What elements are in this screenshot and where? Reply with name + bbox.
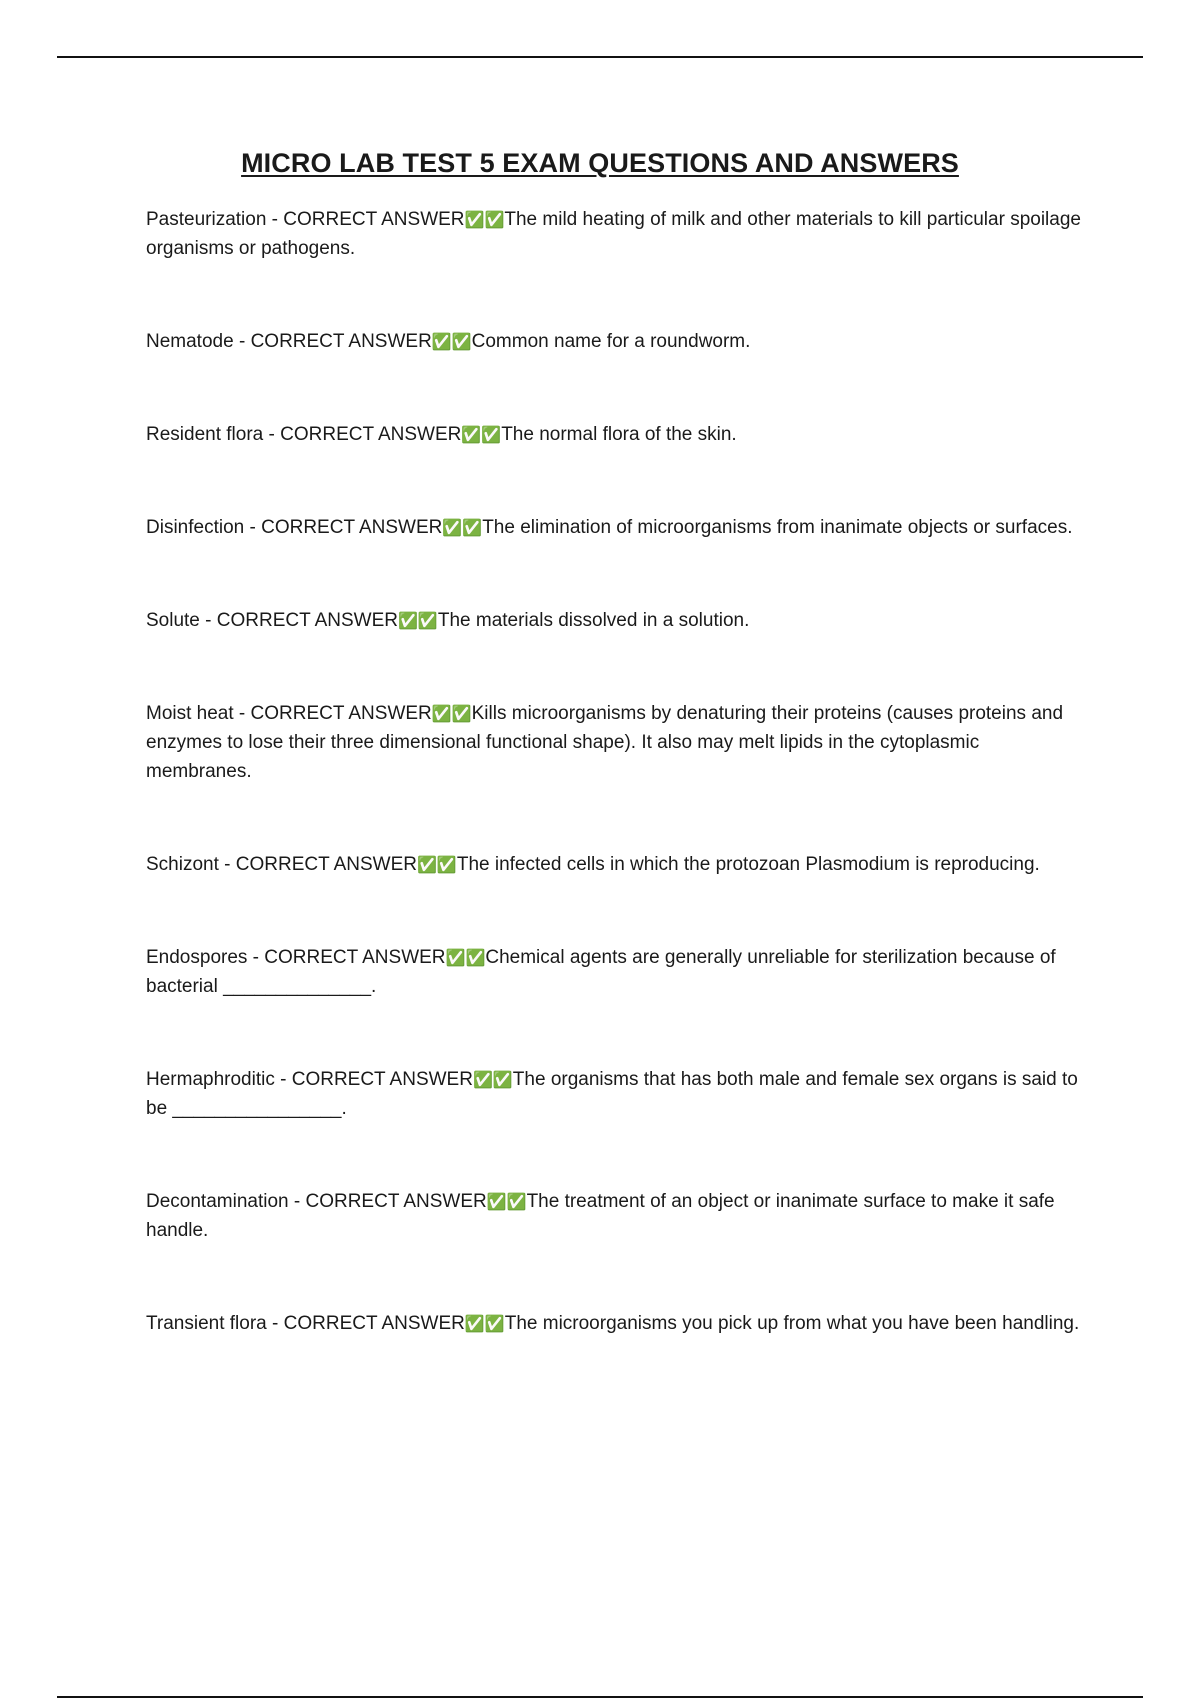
term: Transient flora <box>146 1313 267 1334</box>
qa-entry: Endospores - CORRECT ANSWER✅✅Chemical agents are generally unreliable for sterilization because of bacterial ______________. <box>146 947 1056 997</box>
qa-entry: Resident flora - CORRECT ANSWER✅✅The normal flora of the skin. <box>146 424 737 445</box>
qa-entry: Nematode - CORRECT ANSWER✅✅Common name for a roundworm. <box>146 331 751 352</box>
term: Endospores <box>146 947 248 968</box>
answer-marker: CORRECT ANSWER <box>283 209 465 230</box>
term: Disinfection <box>146 517 245 538</box>
qa-entry: Hermaphroditic - CORRECT ANSWER✅✅The organisms that has both male and female sex organs is said to be ________________. <box>146 1069 1078 1119</box>
document-title: MICRO LAB TEST 5 EXAM QUESTIONS AND ANSWERS <box>241 148 959 178</box>
answer-marker: CORRECT ANSWER <box>235 854 417 875</box>
check-mark-icon: ✅✅ <box>464 1314 505 1333</box>
definition: The microorganisms you pick up from what you have been handling. <box>504 1313 1080 1334</box>
check-mark-icon: ✅✅ <box>398 611 438 630</box>
check-mark-icon: ✅✅ <box>472 1070 513 1089</box>
term: Pasteurization <box>146 209 267 230</box>
term: Moist heat <box>146 703 234 724</box>
answer-marker: CORRECT ANSWER <box>264 947 446 968</box>
definition: The infected cells in which the protozoan Plasmodium is reproducing. <box>456 854 1040 875</box>
check-mark-icon: ✅✅ <box>431 704 472 723</box>
answer-marker: CORRECT ANSWER <box>216 610 398 631</box>
qa-entry: Decontamination - CORRECT ANSWER✅✅The treatment of an object or inanimate surface to make it safe handle. <box>146 1191 1055 1241</box>
check-mark-icon: ✅✅ <box>417 855 457 874</box>
definition: Chemical agents are generally unreliable for sterilization because of bacterial ______________. <box>146 947 1056 997</box>
definition: Common name for a roundworm. <box>471 331 751 352</box>
check-mark-icon: ✅✅ <box>431 332 472 351</box>
check-mark-icon: ✅✅ <box>464 210 505 229</box>
definition: The normal flora of the skin. <box>501 424 737 445</box>
term: Hermaphroditic <box>146 1069 275 1090</box>
check-mark-icon: ✅✅ <box>445 948 486 967</box>
term: Schizont <box>146 854 219 875</box>
qa-entry: Solute - CORRECT ANSWER✅✅The materials dissolved in a solution. <box>146 610 750 631</box>
answer-marker: CORRECT ANSWER <box>280 424 462 445</box>
definition: The organisms that has both male and female sex organs is said to be ________________. <box>146 1069 1078 1119</box>
definition: The treatment of an object or inanimate surface to make it safe handle. <box>146 1191 1055 1241</box>
qa-entry: Pasteurization - CORRECT ANSWER✅✅The mild heating of milk and other materials to kill particular spoilage organisms or pathogens. <box>146 209 1081 259</box>
answer-marker: CORRECT ANSWER <box>250 331 432 352</box>
term: Decontamination <box>146 1191 289 1212</box>
term: Solute <box>146 610 200 631</box>
answer-marker: CORRECT ANSWER <box>291 1069 473 1090</box>
answer-marker: CORRECT ANSWER <box>261 517 443 538</box>
top-divider <box>57 56 1143 58</box>
term: Resident flora <box>146 424 264 445</box>
definition: The materials dissolved in a solution. <box>437 610 750 631</box>
qa-entry: Disinfection - CORRECT ANSWER✅✅The elimination of microorganisms from inanimate objects or surfaces. <box>146 517 1073 538</box>
bottom-divider <box>57 1696 1143 1698</box>
term: Nematode <box>146 331 234 352</box>
qa-entry: Transient flora - CORRECT ANSWER✅✅The microorganisms you pick up from what you have been handling. <box>146 1313 1080 1334</box>
definition: Kills microorganisms by denaturing their proteins (causes proteins and enzymes to lose their three dimensional functional shape). It also may melt lipids in the cytoplasmic membranes. <box>146 703 1064 782</box>
answer-marker: CORRECT ANSWER <box>305 1191 487 1212</box>
check-mark-icon: ✅✅ <box>442 518 483 537</box>
qa-entry: Schizont - CORRECT ANSWER✅✅The infected cells in which the protozoan Plasmodium is reproducing. <box>146 854 1040 875</box>
definition: The mild heating of milk and other materials to kill particular spoilage organisms or pathogens. <box>146 209 1081 259</box>
definition: The elimination of microorganisms from inanimate objects or surfaces. <box>482 517 1073 538</box>
answer-marker: CORRECT ANSWER <box>283 1313 465 1334</box>
check-mark-icon: ✅✅ <box>486 1192 527 1211</box>
qa-list <box>146 205 1086 1402</box>
answer-marker: CORRECT ANSWER <box>250 703 432 724</box>
check-mark-icon: ✅✅ <box>461 425 502 444</box>
qa-entry: Moist heat - CORRECT ANSWER✅✅Kills microorganisms by denaturing their proteins (causes proteins and enzymes to lose their three dimensional functional shape). It also may melt lipids in the cytoplasmic membranes. <box>146 703 1064 782</box>
